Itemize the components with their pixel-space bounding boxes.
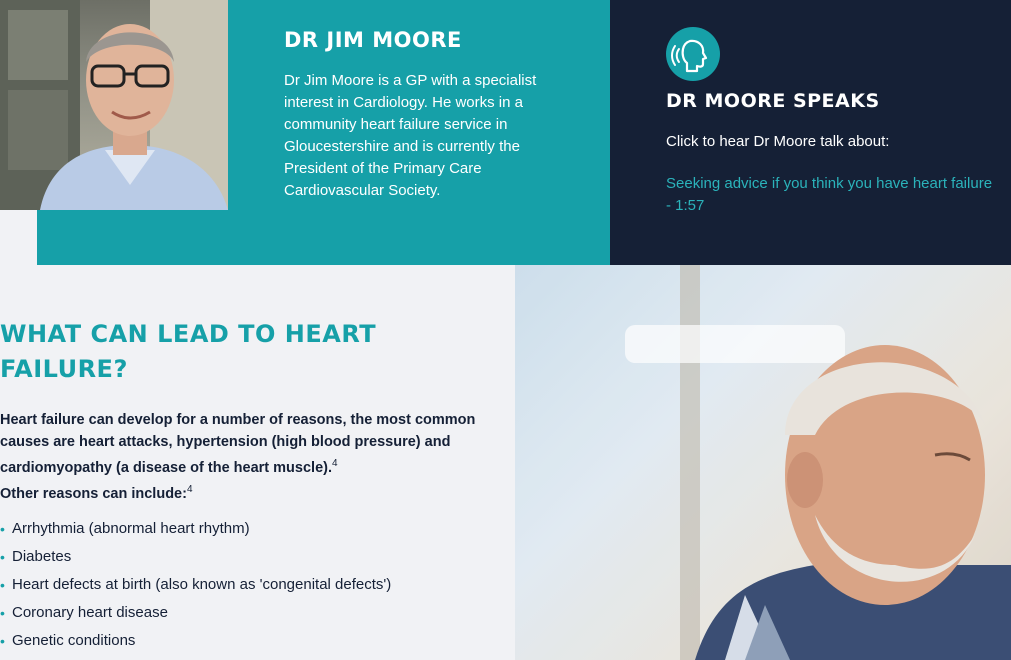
doctor-photo bbox=[0, 0, 228, 210]
reasons-list bbox=[0, 517, 391, 657]
list-item bbox=[0, 545, 391, 573]
reference-4[interactable]: 4 bbox=[332, 458, 338, 469]
patient-photo bbox=[515, 265, 1011, 660]
speaks-title: DR MOORE SPEAKS bbox=[666, 90, 880, 112]
list-item bbox=[0, 517, 391, 545]
causes-intro-text: Heart failure can develop for a number of reasons, the most common causes are heart attacks, hypertension (high blood pressure) and cardiomyopathy (a disease of the heart muscle). bbox=[0, 412, 476, 476]
reason-text: Genetic conditions bbox=[12, 632, 136, 649]
bullet-icon: • bbox=[0, 521, 5, 537]
speaks-intro: Click to hear Dr Moore talk about: bbox=[666, 133, 890, 150]
bullet-icon: • bbox=[0, 577, 5, 593]
section-title: WHAT CAN LEAD TO HEART FAILURE? bbox=[0, 320, 377, 383]
heart-failure-causes-section bbox=[0, 265, 515, 660]
reason-text: Coronary heart disease bbox=[12, 604, 168, 621]
bullet-icon: • bbox=[0, 549, 5, 565]
doctor-name: DR JIM MOORE bbox=[284, 28, 462, 52]
bullet-icon: • bbox=[0, 605, 5, 621]
dr-moore-speaks-panel bbox=[610, 0, 1011, 265]
audio-link-title: Seeking advice if you think you have heart failure bbox=[666, 175, 993, 192]
bullet-icon: • bbox=[0, 633, 5, 649]
list-item bbox=[0, 629, 391, 657]
reference-4-other[interactable]: 4 bbox=[186, 483, 193, 495]
audio-link-duration: - 1:57 bbox=[666, 197, 705, 214]
audio-link-seeking-advice[interactable] bbox=[666, 173, 1011, 217]
list-item bbox=[0, 601, 391, 629]
speaking-head-icon[interactable] bbox=[666, 27, 720, 81]
list-item bbox=[0, 573, 391, 601]
reason-text: Arrhythmia (abnormal heart rhythm) bbox=[12, 520, 250, 537]
other-reasons-label: Other reasons can include: bbox=[0, 485, 187, 502]
reason-text: Diabetes bbox=[12, 548, 72, 565]
doctor-bio-text: Dr Jim Moore is a GP with a specialist interest in Cardiology. He works in a community heart failure service in Gloucestershire and is currently the President of the Primary Care Cardiovascular Society. bbox=[284, 72, 537, 199]
causes-intro bbox=[0, 409, 480, 505]
reason-text: Heart defects at birth (also known as 'congenital defects') bbox=[12, 576, 392, 593]
bio-section bbox=[284, 28, 584, 202]
